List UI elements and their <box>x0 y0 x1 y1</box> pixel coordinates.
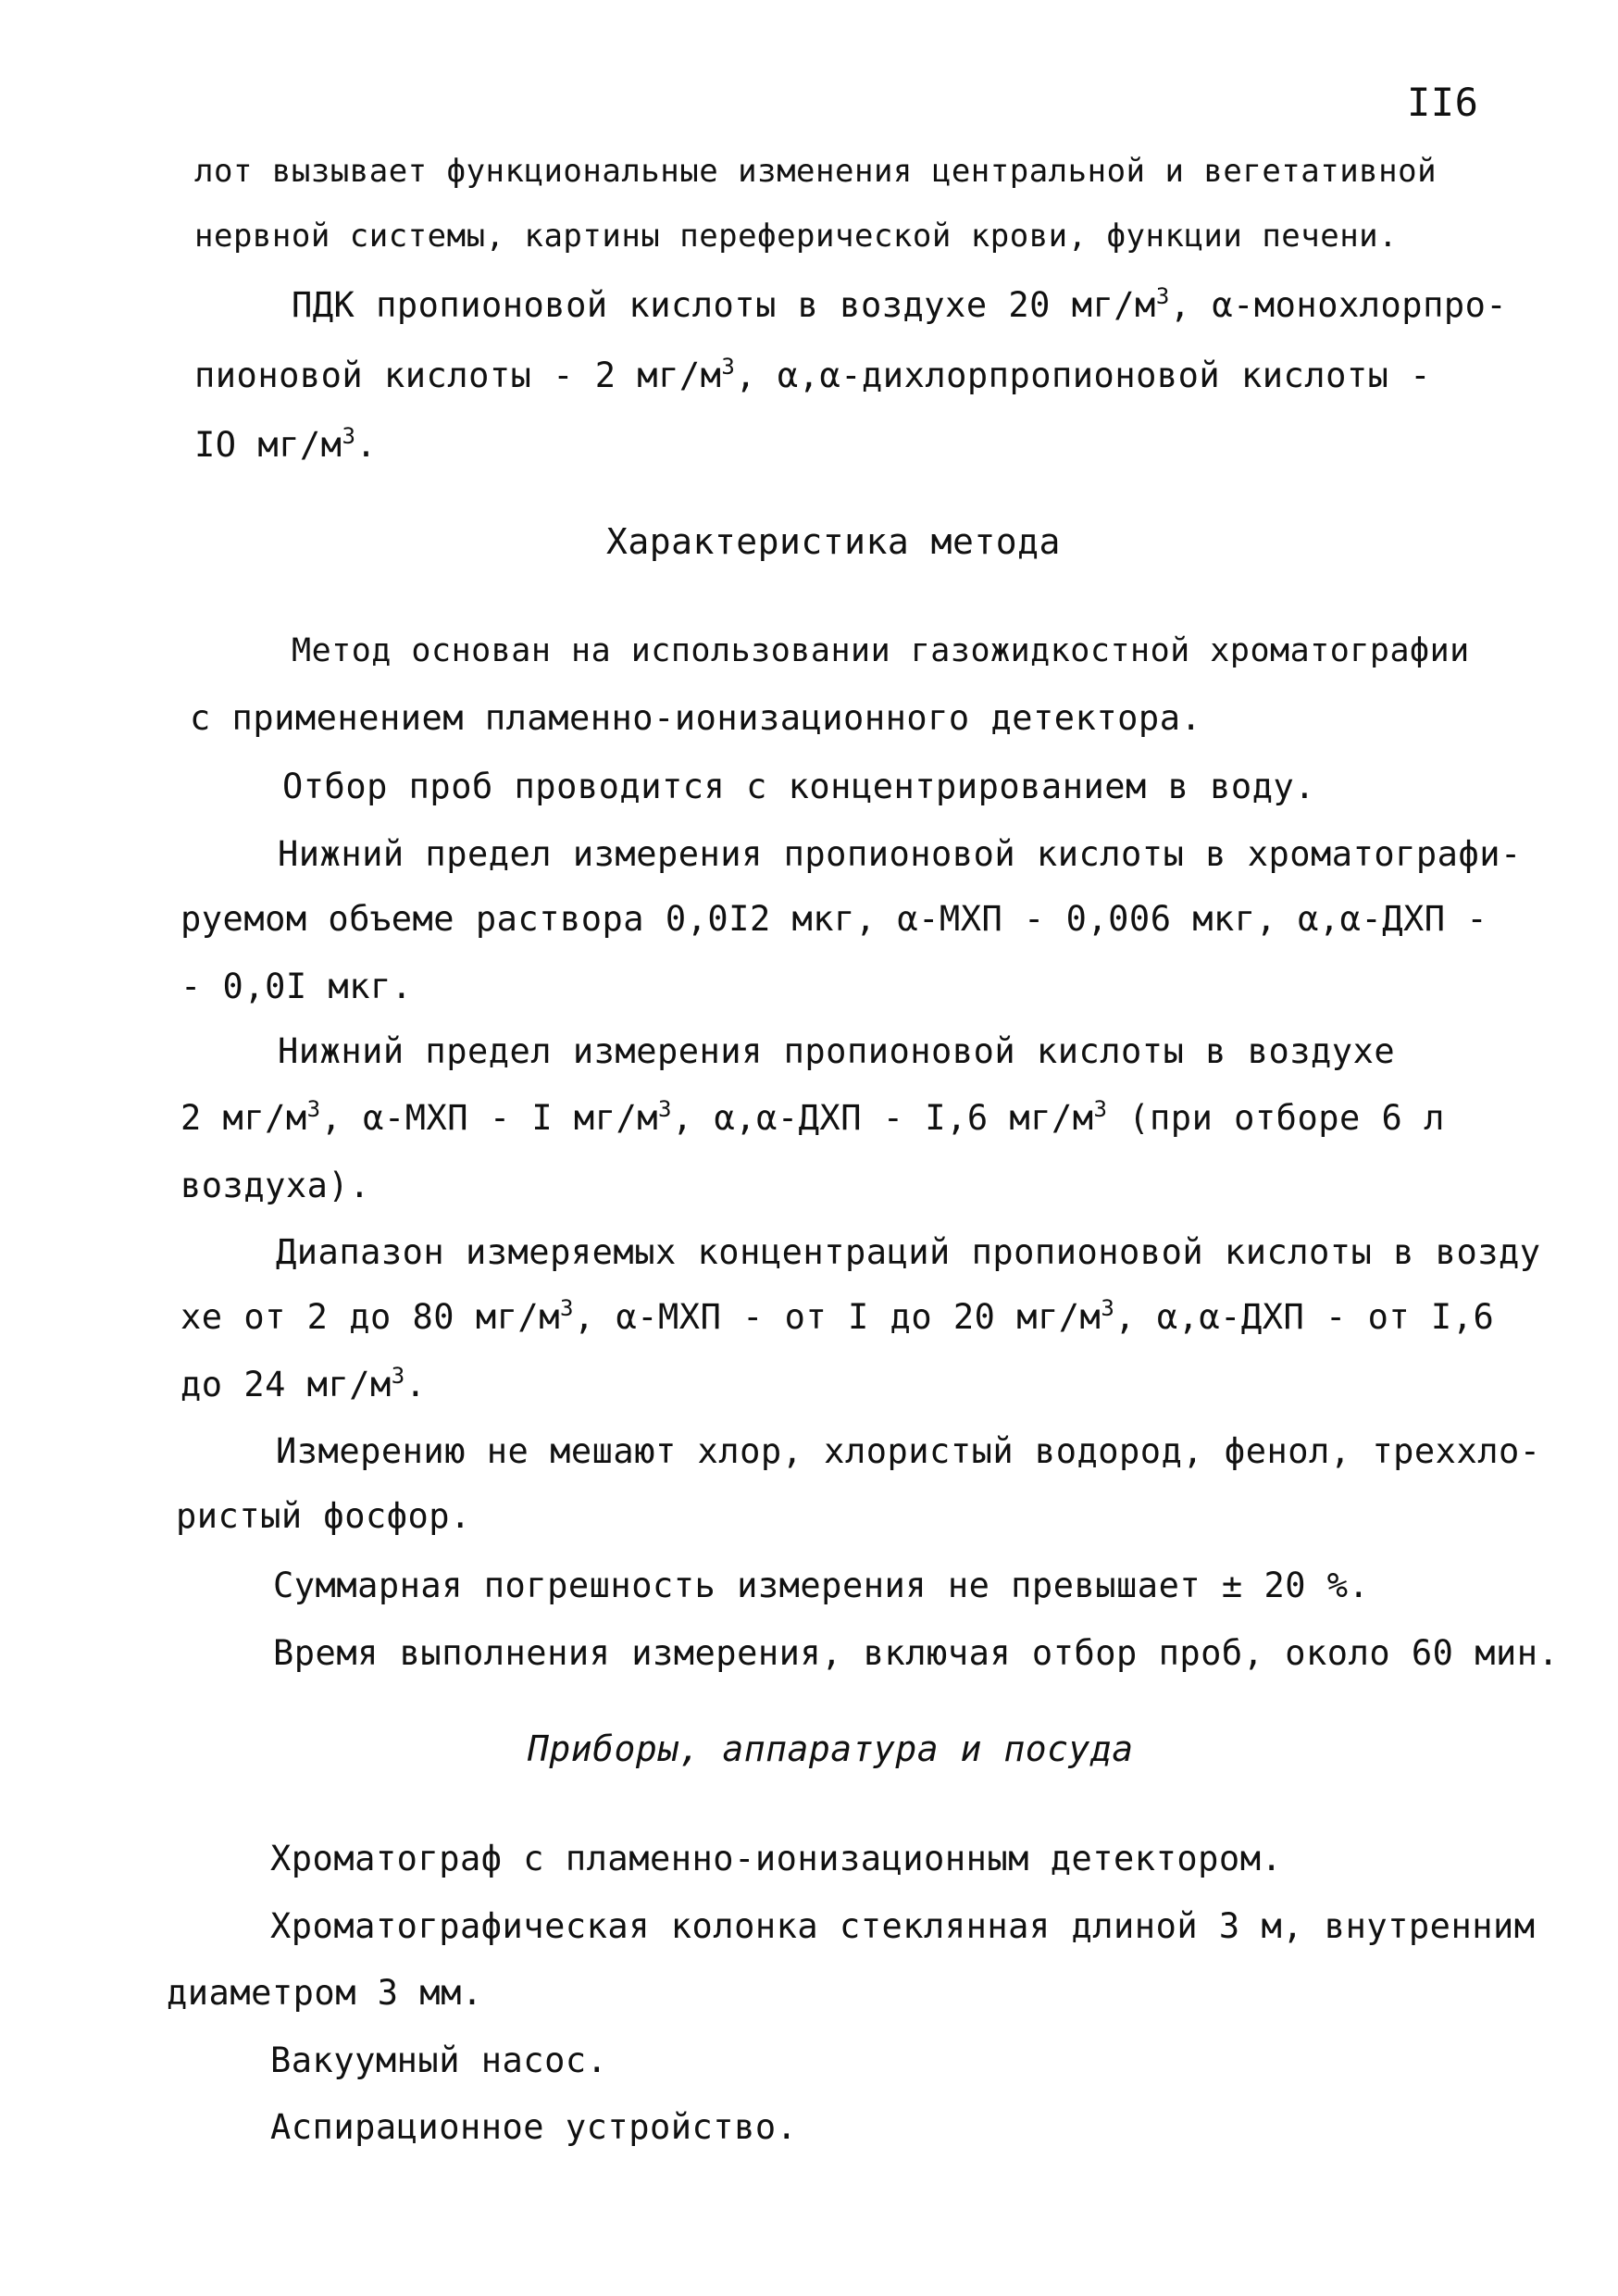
pdk-line-2-text: пионовой кислоты - 2 мг/м <box>194 356 722 395</box>
superscript: 3 <box>306 1096 321 1122</box>
pdk-line-3-text: IO мг/м <box>194 425 342 465</box>
method-p4-line-2-a: 2 мг/м <box>180 1098 307 1138</box>
superscript: 3 <box>1093 1096 1108 1122</box>
equipment-item-4: Аспирационное устройство. <box>270 2107 798 2147</box>
method-p5-line-3-b: . <box>404 1365 427 1404</box>
method-p8: Время выполнения измерения, включая отбор проб, около 60 мин. <box>273 1633 1560 1673</box>
superscript: 3 <box>658 1096 672 1122</box>
superscript: 3 <box>1155 283 1170 309</box>
method-p2: Отбор проб проводится с концентрированием в воду. <box>282 767 1316 806</box>
section-heading-method: Характеристика метода <box>606 521 1061 562</box>
intro-line-2: нервной системы, картины переферической крови, функции печени. <box>194 218 1399 255</box>
method-p5-line-1: Диапазон измеряемых концентраций пропионовой кислоты в возду <box>276 1232 1541 1272</box>
equipment-item-2-line-1: Хроматографическая колонка стеклянная длиной 3 м, внутренним <box>270 1906 1536 1946</box>
pdk-line-1-rest: , α-монохлорпро- <box>1169 285 1508 325</box>
equipment-item-1: Хроматограф с пламенно-ионизационным детектором. <box>270 1839 1283 1878</box>
pdk-line-3-rest: . <box>355 425 378 465</box>
method-p5-line-3 <box>180 1364 427 1406</box>
method-p5-line-2-a: хе от 2 до 80 мг/м <box>180 1297 560 1337</box>
page-number: II6 <box>1407 80 1479 125</box>
method-p6-line-1: Измерению не мешают хлор, хлористый водород, фенол, треххло- <box>276 1431 1541 1471</box>
pdk-line-1 <box>292 284 1507 327</box>
method-p3-line-2: руемом объеме раствора 0,0I2 мкг, α-МХП - 0,006 мкг, α,α-ДХП - <box>180 899 1488 939</box>
method-p4-line-2-b: , α-МХП - I мг/м <box>320 1098 659 1138</box>
superscript: 3 <box>721 354 736 380</box>
method-p1-line-1: Метод основан на использовании газожидкостной хроматографии <box>292 632 1470 669</box>
method-p3-line-1: Нижний предел измерения пропионовой кислоты в хроматографи- <box>278 834 1522 874</box>
method-p4-line-3: воздуха). <box>180 1166 370 1205</box>
method-p4-line-1: Нижний предел измерения пропионовой кислоты в воздухе <box>278 1031 1396 1071</box>
method-p7: Суммарная погрешность измерения не превышает ± 20 %. <box>273 1566 1370 1605</box>
method-p4-line-2 <box>180 1097 1445 1140</box>
method-p5-line-2-b: , α-МХП - от I до 20 мг/м <box>573 1297 1101 1337</box>
method-p1-line-2: с применением пламенно-ионизационного детектора. <box>190 698 1202 738</box>
pdk-line-1-text: ПДК пропионовой кислоты в воздухе 20 мг/м <box>292 285 1156 325</box>
equipment-item-2-line-2: диаметром 3 мм. <box>167 1973 483 2013</box>
method-p3-line-3: - 0,0I мкг. <box>180 967 413 1006</box>
method-p4-line-2-c: , α,α-ДХП - I,6 мг/м <box>671 1098 1094 1138</box>
section-heading-equipment: Приборы, аппаратура и посуда <box>528 1728 1134 1769</box>
equipment-item-3: Вакуумный насос. <box>270 2040 608 2080</box>
superscript: 3 <box>1101 1295 1115 1321</box>
superscript: 3 <box>342 423 356 449</box>
superscript: 3 <box>391 1363 405 1389</box>
method-p5-line-3-a: до 24 мг/м <box>180 1365 392 1404</box>
pdk-line-3 <box>194 424 377 467</box>
method-p5-line-2-c: , α,α-ДХП - от I,6 <box>1114 1297 1495 1337</box>
pdk-line-2-rest: , α,α-дихлорпропионовой кислоты - <box>735 356 1431 395</box>
superscript: 3 <box>559 1295 574 1321</box>
pdk-line-2 <box>194 355 1431 397</box>
method-p5-line-2 <box>180 1296 1494 1339</box>
method-p4-line-2-d: (при отборе 6 л <box>1107 1098 1445 1138</box>
intro-line-1: лот вызывает функциональные изменения центральной и вегетативной <box>194 153 1438 190</box>
method-p6-line-2: ристый фосфор. <box>176 1496 471 1536</box>
